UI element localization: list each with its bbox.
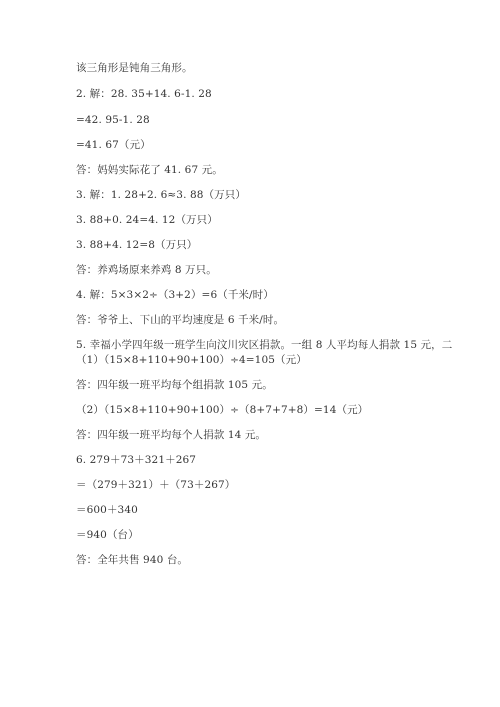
text-line-conclusion-triangle: 该三角形是钝角三角形。 — [76, 62, 193, 74]
text-line-q3-step2: 3. 88+4. 12=8（万只） — [76, 239, 198, 251]
text-line-q6-step1: ＝（279＋321）＋（73＋267） — [76, 479, 236, 491]
text-line-q4-answer: 答：爷爷上、下山的平均速度是 6 千米/时。 — [76, 314, 285, 326]
text-line-q3-solution: 3. 解：1. 28+2. 6≈3. 88（万只） — [76, 189, 246, 201]
text-line-q6-step3: ＝940（台） — [76, 529, 139, 541]
text-line-q4-solution: 4. 解：5×3×2÷（3+2）=6（千米/时） — [76, 289, 274, 301]
text-line-q2-solution: 2. 解：28. 35+14. 6-1. 28 — [76, 88, 212, 100]
text-line-q2-step1: =42. 95-1. 28 — [76, 114, 150, 126]
text-line-q3-step1: 3. 88+0. 24=4. 12（万只） — [76, 214, 218, 226]
text-line-q6-expression: 6. 279＋73＋321＋267 — [76, 454, 197, 466]
text-line-q5-part2: （2）（15×8+110+90+100）÷（8+7+7+8）=14（元） — [76, 404, 369, 416]
text-line-q5-part1: （1）（15×8+110+90+100）÷4=105（元） — [76, 354, 307, 366]
text-line-q5-problem: 5. 幸福小学四年级一班学生向汶川灾区捐款。一组 8 人平均每人捐款 15 元，二 — [76, 339, 453, 351]
text-line-q3-answer: 答：养鸡场原来养鸡 8 万只。 — [76, 264, 217, 276]
text-line-q2-step2: =41. 67（元） — [76, 139, 151, 151]
text-line-q6-step2: ＝600＋340 — [76, 504, 138, 516]
text-line-q5-part1-answer: 答：四年级一班平均每个组捐款 105 元。 — [76, 379, 273, 391]
text-line-q5-part2-answer: 答：四年级一班平均每个人捐款 14 元。 — [76, 429, 267, 441]
text-line-q6-answer: 答：全年共售 940 台。 — [76, 554, 189, 566]
text-line-q2-answer: 答：妈妈实际花了 41. 67 元。 — [76, 164, 223, 176]
